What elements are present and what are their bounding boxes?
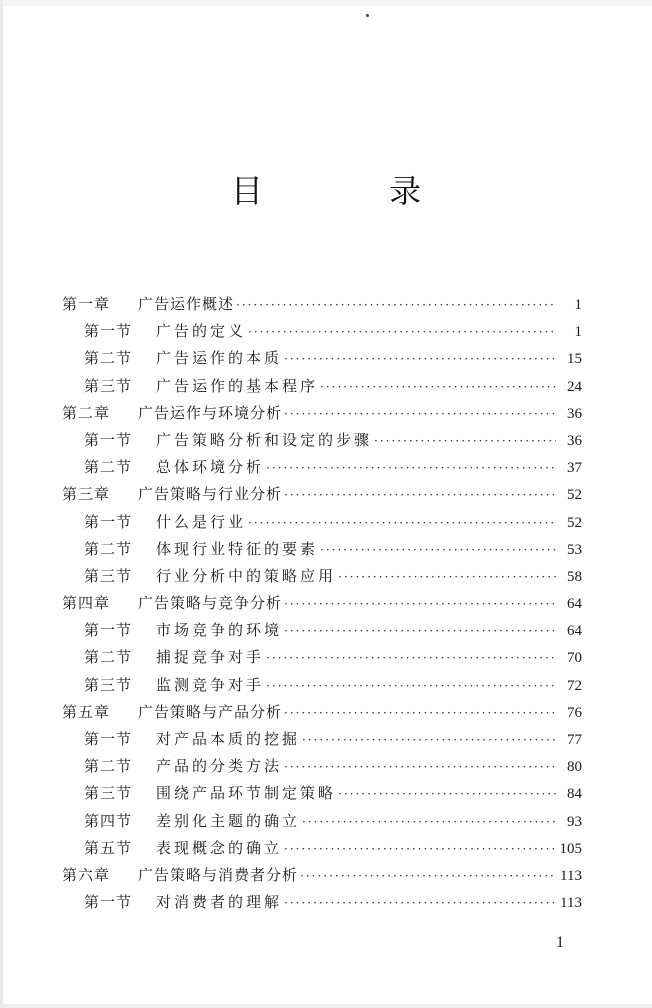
- section-number: 第三节: [84, 784, 133, 803]
- page-number: 64: [567, 596, 582, 613]
- page-number: 37: [567, 460, 582, 477]
- page-top-edge: [0, 0, 652, 6]
- toc-section-entry[interactable]: [62, 672, 582, 699]
- toc-section-entry[interactable]: [62, 808, 582, 835]
- dot-leader: [284, 700, 556, 727]
- page-number: 15: [567, 351, 582, 368]
- toc-chapter-entry[interactable]: [62, 400, 582, 427]
- toc-section-entry[interactable]: [62, 509, 582, 536]
- chapter-title: 广告运作与环境分析: [138, 403, 283, 422]
- dot-leader: [284, 482, 556, 509]
- dot-leader: [374, 428, 556, 455]
- chapter-title: 广告策略与竞争分析: [138, 594, 283, 613]
- section-number: 第一节: [84, 621, 133, 640]
- dot-leader: [302, 727, 556, 754]
- section-title: 对消费者的理解: [156, 893, 283, 912]
- toc-section-entry[interactable]: [62, 318, 582, 345]
- toc-entry-label: [62, 699, 282, 726]
- dot-leader: [266, 673, 556, 700]
- dot-leader: [300, 863, 556, 890]
- chapter-number: 第三章: [62, 485, 111, 504]
- section-number: 第一节: [84, 322, 133, 341]
- chapter-title: 广告运作概述: [138, 295, 235, 313]
- section-number: 第三节: [84, 376, 133, 395]
- dot-leader: [266, 455, 556, 482]
- toc-entry-label: [62, 345, 282, 372]
- page-number: 77: [567, 732, 582, 748]
- toc-section-entry[interactable]: [62, 617, 582, 644]
- page-number: 1: [574, 324, 582, 341]
- page-number: 36: [567, 432, 582, 449]
- chapter-number: 第二章: [62, 403, 111, 422]
- toc-section-entry[interactable]: [62, 644, 582, 671]
- dot-leader: [248, 510, 556, 537]
- dot-leader: [284, 890, 556, 917]
- toc-entry-label: [62, 862, 298, 889]
- toc-entry-label: [62, 291, 234, 318]
- toc-entry-label: [62, 509, 246, 536]
- section-title: 围绕产品环节制定策略: [156, 784, 337, 803]
- dot-leader: [320, 537, 556, 564]
- section-title: 市场竞争的环境: [156, 621, 283, 640]
- toc-chapter-entry[interactable]: [62, 590, 582, 617]
- toc-entry-label: [62, 400, 282, 427]
- toc-section-entry[interactable]: [62, 373, 582, 400]
- section-number: 第一节: [84, 430, 133, 449]
- page-number: 80: [567, 759, 582, 776]
- page-number: 93: [567, 813, 582, 830]
- table-of-contents: [62, 291, 582, 916]
- dot-leader: [302, 809, 556, 836]
- toc-entry-label: [62, 590, 282, 617]
- section-number: 第二节: [84, 539, 133, 558]
- toc-entry-label: [62, 427, 372, 454]
- toc-section-entry[interactable]: [62, 780, 582, 807]
- page-number: 76: [567, 704, 582, 721]
- dot-leader: [284, 618, 556, 645]
- dot-leader: [248, 319, 556, 346]
- toc-entry-label: [62, 753, 282, 780]
- page-number: 113: [560, 895, 582, 912]
- page-number: 58: [567, 568, 582, 585]
- toc-entry-label: [62, 454, 264, 481]
- toc-section-entry[interactable]: [62, 753, 582, 780]
- section-number: 第一节: [84, 730, 133, 748]
- dot-leader: [266, 645, 556, 672]
- toc-chapter-entry[interactable]: [62, 481, 582, 508]
- section-number: 第二节: [84, 757, 133, 776]
- dot-leader: [284, 836, 555, 863]
- dot-leader: [284, 401, 556, 428]
- toc-entry-label: [62, 481, 282, 508]
- section-number: 第二节: [84, 458, 133, 477]
- chapter-title: 广告策略与行业分析: [138, 485, 283, 504]
- section-title: 对产品本质的挖掘: [156, 730, 301, 748]
- chapter-number: 第六章: [62, 865, 111, 884]
- toc-section-entry[interactable]: [62, 345, 582, 372]
- toc-entry-label: [62, 672, 264, 699]
- page-number: 52: [567, 514, 582, 531]
- section-title: 表现概念的确立: [156, 838, 283, 857]
- section-number: 第二节: [84, 349, 133, 368]
- chapter-number: 第一章: [62, 295, 111, 313]
- toc-entry-label: [62, 536, 318, 563]
- page-number: 24: [567, 378, 582, 395]
- section-title: 差别化主题的确立: [156, 811, 301, 830]
- toc-entry-label: [62, 835, 282, 862]
- toc-chapter-entry[interactable]: [62, 862, 582, 889]
- chapter-number: 第五章: [62, 702, 111, 721]
- toc-chapter-entry[interactable]: [62, 699, 582, 726]
- page-number: 53: [567, 541, 582, 558]
- toc-entry-label: [62, 889, 282, 916]
- toc-entry-label: [62, 373, 318, 400]
- page-number: 64: [567, 623, 582, 640]
- page-bottom-edge: [0, 1004, 652, 1008]
- toc-section-entry[interactable]: [62, 563, 582, 590]
- section-title: 监测竞争对手: [156, 675, 265, 694]
- page-number: 113: [560, 867, 582, 884]
- print-speck: [366, 14, 369, 17]
- section-number: 第二节: [84, 648, 133, 667]
- page-left-edge: [0, 0, 3, 1008]
- toc-entry-label: [62, 726, 300, 753]
- page-folio-number: 1: [556, 934, 564, 951]
- dot-leader: [338, 781, 556, 808]
- section-title: 产品的分类方法: [156, 757, 283, 776]
- toc-entry-label: [62, 318, 246, 345]
- dot-leader: [284, 591, 556, 618]
- toc-section-entry[interactable]: [62, 835, 582, 862]
- toc-chapter-entry[interactable]: [62, 291, 582, 318]
- page-number: 70: [567, 650, 582, 667]
- section-number: 第一节: [84, 512, 133, 531]
- chapter-title: 广告策略与消费者分析: [138, 865, 299, 884]
- toc-entry-label: [62, 617, 282, 644]
- section-number: 第五节: [84, 838, 133, 857]
- page-number: 1: [574, 297, 582, 313]
- section-title: 捕捉竞争对手: [156, 648, 265, 667]
- dot-leader: [320, 374, 556, 401]
- toc-section-entry[interactable]: [62, 454, 582, 481]
- section-title: 总体环境分析: [156, 458, 265, 477]
- dot-leader: [284, 754, 556, 781]
- toc-entry-label: [62, 644, 264, 671]
- toc-section-entry[interactable]: [62, 726, 582, 753]
- section-title: 什么是行业: [156, 512, 247, 531]
- page-number: 52: [567, 487, 582, 504]
- toc-title: 目 录: [230, 172, 480, 210]
- toc-section-entry[interactable]: [62, 536, 582, 563]
- dot-leader: [236, 292, 556, 319]
- section-number: 第一节: [84, 893, 133, 912]
- section-title: 广告的定义: [156, 322, 247, 341]
- dot-leader: [284, 346, 556, 373]
- section-number: 第四节: [84, 811, 133, 830]
- section-number: 第三节: [84, 566, 133, 585]
- toc-entry-label: [62, 780, 336, 807]
- section-number: 第三节: [84, 675, 133, 694]
- section-title: 行业分析中的策略应用: [156, 566, 337, 585]
- dot-leader: [338, 564, 556, 591]
- toc-section-entry[interactable]: [62, 427, 582, 454]
- page-number: 72: [567, 677, 582, 694]
- section-title: 广告运作的基本程序: [156, 376, 319, 395]
- section-title: 广告策略分析和设定的步骤: [156, 430, 373, 449]
- chapter-number: 第四章: [62, 594, 111, 613]
- page-number: 36: [567, 405, 582, 422]
- toc-entry-label: [62, 808, 300, 835]
- page-number: 84: [567, 786, 582, 803]
- section-title: 广告运作的本质: [156, 349, 283, 368]
- chapter-title: 广告策略与产品分析: [138, 702, 283, 721]
- toc-entry-label: [62, 563, 336, 590]
- page-number: 105: [559, 840, 582, 857]
- toc-section-entry[interactable]: [62, 889, 582, 916]
- section-title: 体现行业特征的要素: [156, 539, 319, 558]
